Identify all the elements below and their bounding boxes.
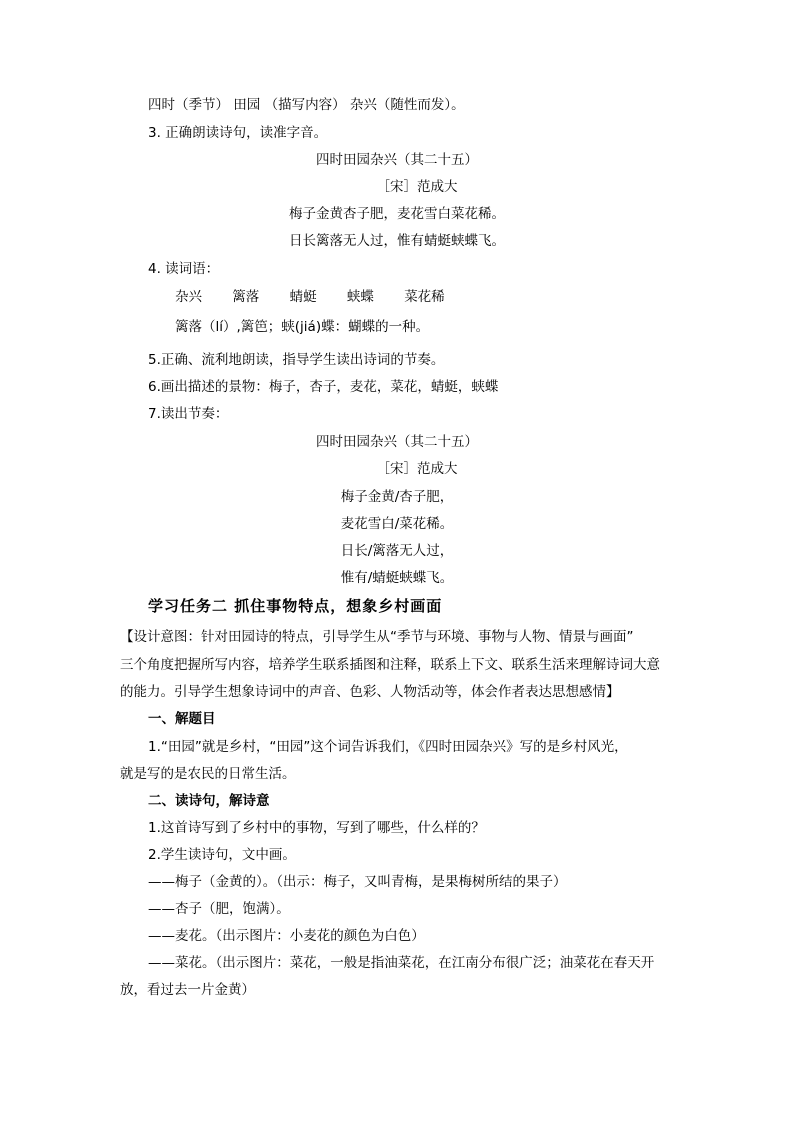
poem-line-2: 日长篱落无人过，惟有蜻蜓蛱蝶飞。	[289, 233, 505, 249]
vocabulary-list	[175, 287, 471, 307]
paragraph-1-line-1: 1.“田园”就是乡村，“田园”这个词告诉我们，《四时田园杂兴》写的是乡村风光，	[148, 739, 628, 755]
subsection-2-title: 二、读诗句，解诗意	[148, 793, 270, 809]
step-6: 6.画出描述的景物：梅子，杏子，麦花，菜花，蜻蜓，蛱蝶	[148, 379, 499, 395]
vocab-word: 蛱蝶	[346, 289, 374, 305]
vocab-word: 蜻蜓	[289, 289, 317, 305]
step-3: 3. 正确朗读诗句，读准字音。	[148, 125, 328, 141]
paragraph-1-line-2: 就是写的是农民的日常生活。	[120, 766, 296, 782]
design-intent-line-3: 的能力。引导学生想象诗词中的声音、色彩、人物活动等，体会作者表达思想感情】	[120, 684, 620, 700]
rhythm-line-4: 惟有/蜻蜓蛱蝶飞。	[340, 570, 454, 586]
vocab-word: 篱落	[232, 289, 260, 305]
rhythm-author: ［宋］范成大	[376, 461, 458, 477]
design-intent-line-2: 三个角度把握所写内容，培养学生联系插图和注释，联系上下文、联系生活来理解诗词大意	[120, 657, 660, 673]
poem-author: ［宋］范成大	[376, 179, 458, 195]
poem-title: 四时田园杂兴（其二十五）	[316, 152, 478, 168]
rhythm-line-1: 梅子金黄/杏子肥，	[340, 489, 454, 505]
vocab-word: 杂兴	[175, 289, 202, 305]
section-heading: 学习任务二 抓住事物特点，想象乡村画面	[148, 597, 443, 615]
bullet-caihua-cont: 放，看过去一片金黄）	[120, 982, 255, 998]
bullet-maihua: ——麦花。（出示图片：小麦花的颜色为白色）	[148, 928, 425, 944]
rhythm-line-2: 麦花雪白/菜花稀。	[340, 516, 454, 532]
bullet-xingzi: ——杏子（肥，饱满）。	[148, 901, 290, 917]
step-7: 7.读出节奏：	[148, 406, 229, 422]
bullet-caihua: ——菜花。（出示图片：菜花，一般是指油菜花，在江南分布很广泛；油菜花在春天开	[148, 955, 655, 971]
vocab-notes: 篱落（lí）,篱笆；蛱(jiá)蝶：蝴蝶的一种。	[175, 319, 430, 335]
rhythm-title: 四时田园杂兴（其二十五）	[316, 434, 478, 450]
bullet-meizi: ——梅子（金黄的）。（出示：梅子，又叫青梅，是果梅树所结的果子）	[148, 874, 567, 890]
subsection-1-title: 一、解题目	[148, 711, 216, 727]
question-1: 1.这首诗写到了乡村中的事物，写到了哪些，什么样的？	[148, 820, 485, 836]
design-intent-line-1: 【设计意图：针对田园诗的特点，引导学生从“季节与环境、事物与人物、情景与画面”	[120, 629, 634, 645]
poem-title-explanation: 四时（季节） 田园 （描写内容） 杂兴（随性而发）。	[148, 97, 465, 113]
question-2: 2.学生读诗句，文中画。	[148, 847, 296, 863]
poem-line-1: 梅子金黄杏子肥，麦花雪白菜花稀。	[289, 206, 505, 222]
rhythm-line-3: 日长/篱落无人过，	[340, 543, 454, 559]
step-5: 5.正确、流利地朗读，指导学生读出诗词的节奏。	[148, 352, 445, 368]
vocab-word: 菜花稀	[404, 289, 445, 305]
step-4: 4. 读词语：	[148, 261, 220, 277]
